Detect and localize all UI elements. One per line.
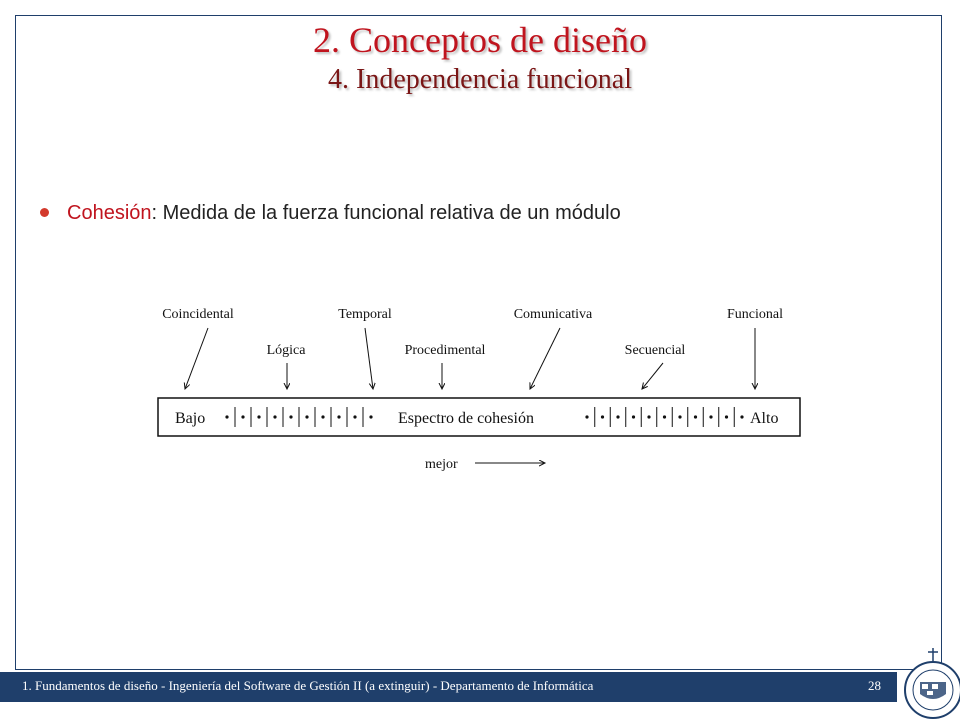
arrow-comunicativa xyxy=(530,328,560,389)
spectrum-dot xyxy=(257,415,260,418)
arrow-secuencial xyxy=(642,363,663,389)
level-label-secuencial: Secuencial xyxy=(624,343,686,358)
spectrum-dot xyxy=(663,415,666,418)
spectrum-dot xyxy=(632,415,635,418)
spectrum-dot xyxy=(321,415,324,418)
spectrum-dot xyxy=(740,415,743,418)
spectrum-dot xyxy=(305,415,308,418)
spectrum-dot xyxy=(709,415,712,418)
level-label-comunicativa: Comunicativa xyxy=(513,307,593,322)
spectrum-dot xyxy=(289,415,292,418)
bullet-term: Cohesión xyxy=(67,202,152,224)
spectrum-dot xyxy=(616,415,619,418)
university-seal-logo xyxy=(898,644,960,720)
level-label-logica: Lógica xyxy=(266,343,306,358)
spectrum-dot xyxy=(601,415,604,418)
footer-text: 1. Fundamentos de diseño - Ingeniería del Software de Gestión II (a extinguir) - Departamento de Informática xyxy=(22,678,594,693)
slide-subtitle: 4. Independencia funcional xyxy=(328,64,632,95)
spectrum-dot xyxy=(725,415,728,418)
spectrum-dot xyxy=(225,415,228,418)
slide-title: 2. Conceptos de diseño xyxy=(313,20,647,60)
cohesion-spectrum-diagram xyxy=(140,295,820,480)
level-label-coincidental: Coincidental xyxy=(162,307,234,322)
spectrum-dot xyxy=(647,415,650,418)
spectrum-dot xyxy=(369,415,372,418)
spectrum-low-label: Bajo xyxy=(175,410,206,427)
spectrum-dot xyxy=(273,415,276,418)
spectrum-dot xyxy=(337,415,340,418)
arrow-temporal xyxy=(365,328,373,389)
level-label-funcional: Funcional xyxy=(727,307,783,322)
spectrum-dot xyxy=(585,415,588,418)
spectrum-dot xyxy=(678,415,681,418)
bullet-text: Medida de la fuerza funcional relativa de un módulo xyxy=(157,202,621,224)
bullet-dot-icon xyxy=(40,208,49,217)
spectrum-high-label: Alto xyxy=(750,410,779,427)
spectrum-center-label: Espectro de cohesión xyxy=(398,410,534,427)
arrow-coincidental xyxy=(185,328,208,389)
direction-label: mejor xyxy=(425,457,458,472)
spectrum-dot xyxy=(353,415,356,418)
level-label-temporal: Temporal xyxy=(338,307,392,322)
footer-bar xyxy=(0,672,897,702)
spectrum-dot xyxy=(241,415,244,418)
spectrum-dot xyxy=(694,415,697,418)
cohesion-bullet xyxy=(40,198,621,228)
bullet-separator: : xyxy=(151,202,158,224)
page-number: 28 xyxy=(868,678,881,693)
level-label-procedimental: Procedimental xyxy=(404,343,486,358)
